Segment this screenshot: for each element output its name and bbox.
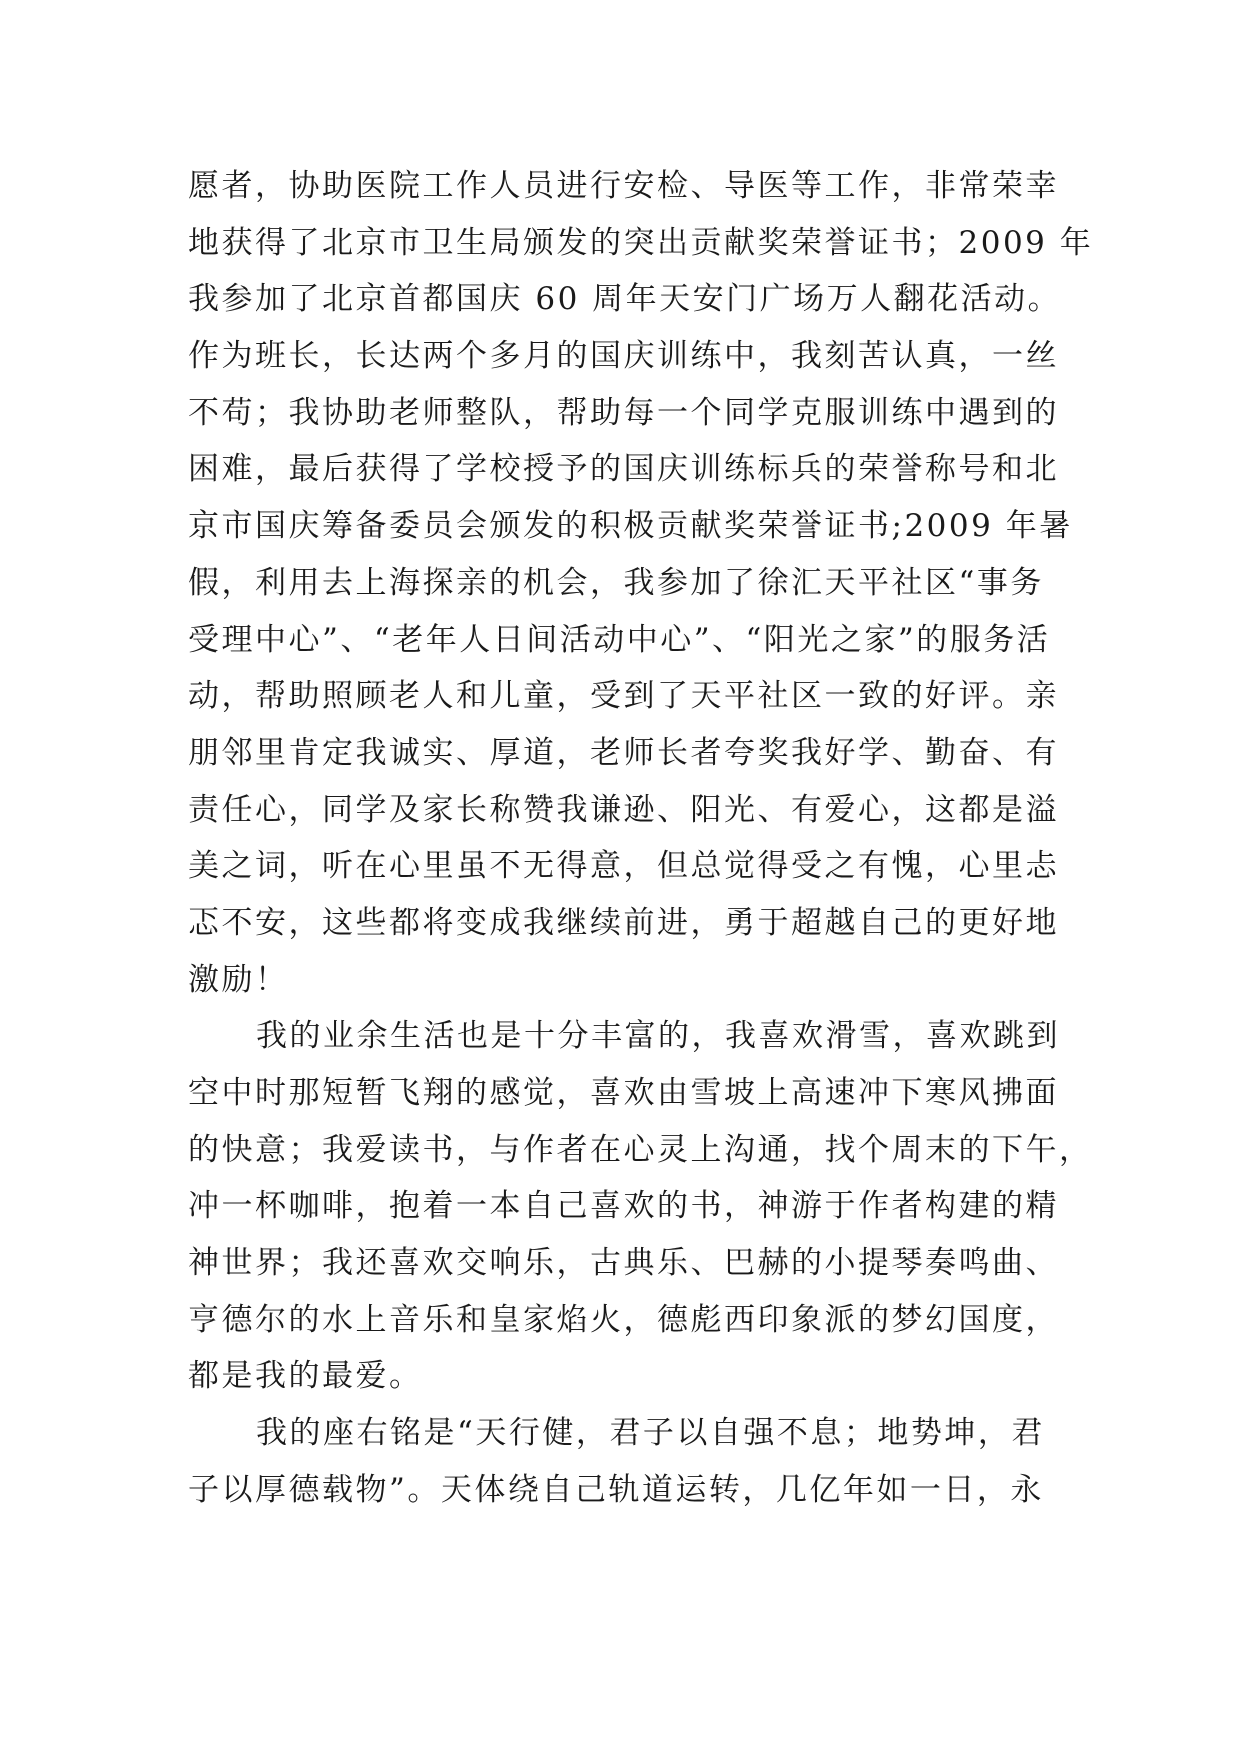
text-line: 亨德尔的水上音乐和皇家焰火，德彪西印象派的梦幻国度， (188, 1301, 1059, 1338)
text-line: 作为班长，长达两个多月的国庆训练中，我刻苦认真，一丝 (188, 338, 1059, 375)
text-line: 神世界；我还喜欢交响乐，古典乐、巴赫的小提琴奏鸣曲、 (188, 1245, 1059, 1282)
text-line: 京市国庆筹备委员会颁发的积极贡献奖荣誉证书;2009 年暑 (188, 508, 1073, 545)
text-line: 受理中心”、“老年人日间活动中心”、“阳光之家”的服务活 (188, 621, 1051, 658)
text-line: 激励！ (188, 961, 289, 998)
text-line: 我参加了北京首都国庆 60 周年天安门广场万人翻花活动。 (188, 281, 1062, 318)
text-line: 动，帮助照顾老人和儿童，受到了天平社区一致的好评。亲 (188, 678, 1059, 715)
paragraph-first-line: 我的业余生活也是十分丰富的，我喜欢滑雪，喜欢跳到 (256, 1018, 1060, 1055)
text-line: 不苟；我协助老师整队，帮助每一个同学克服训练中遇到的 (188, 394, 1059, 431)
text-line: 美之词，听在心里虽不无得意，但总觉得受之有愧，心里忐 (188, 848, 1059, 885)
text-line: 都是我的最爱。 (188, 1358, 423, 1395)
text-line: 朋邻里肯定我诚实、厚道，老师长者夸奖我好学、勤奋、有 (188, 734, 1059, 771)
text-line: 困难，最后获得了学校授予的国庆训练标兵的荣誉称号和北 (188, 451, 1059, 488)
text-line: 忑不安，这些都将变成我继续前进，勇于超越自己的更好地 (188, 904, 1059, 941)
text-line: 冲一杯咖啡，抱着一本自己喜欢的书，神游于作者构建的精 (188, 1188, 1059, 1225)
text-line: 假，利用去上海探亲的机会，我参加了徐汇天平社区“事务 (188, 564, 1044, 601)
paragraph-first-line: 我的座右铭是“天行健，君子以自强不息；地势坤，君 (256, 1415, 1045, 1452)
text-line: 的快意；我爱读书，与作者在心灵上沟通，找个周末的下午， (188, 1131, 1093, 1168)
text-line: 责任心，同学及家长称赞我谦逊、阳光、有爱心，这都是溢 (188, 791, 1059, 828)
body-text (188, 158, 1094, 1519)
text-line: 愿者，协助医院工作人员进行安检、导医等工作，非常荣幸 (188, 168, 1059, 204)
text-line: 地获得了北京市卫生局颁发的突出贡献奖荣誉证书；2009 年 (188, 224, 1094, 261)
text-line: 空中时那短暂飞翔的感觉，喜欢由雪坡上高速冲下寒风拂面 (188, 1075, 1059, 1111)
text-line: 子以厚德载物”。天体绕自己轨道运转，几亿年如一日，永 (188, 1471, 1044, 1508)
